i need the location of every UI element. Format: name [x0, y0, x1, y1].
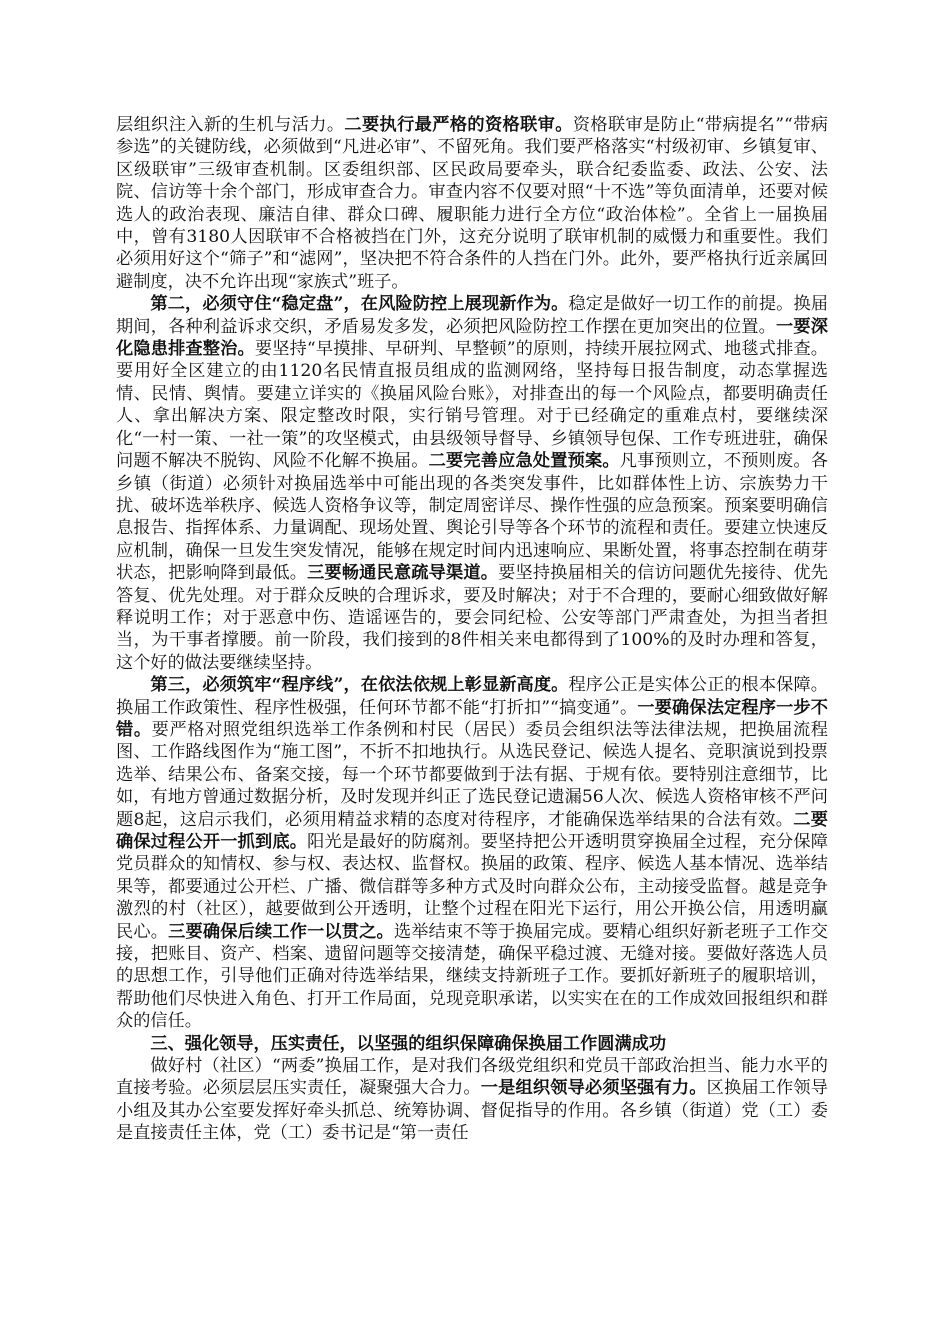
- text-run: 层组织注入新的生机与活力。: [116, 115, 345, 135]
- bold-heading-run: 一要确保法定程序一步不错。: [116, 697, 828, 740]
- text-run: 区换届工作领导小组及其办公室要发挥好牵头抓总、统筹协调、督促指导的作用。各乡镇（街道）党（工）委是直接责任主体，党（工）委书记是“第一责任: [116, 1078, 828, 1144]
- text-run: 阳光是最好的防腐剂。要坚持把公开透明贯穿换届全过程，充分保障党员群众的知情权、参与权、表达权、监督权。换届的政策、程序、候选人基本情况、选举结果等，都要通过公开栏、广播、微信群等多种方式及时向群众公布，主动接受监督。越是竞争激烈的村（社区），越要做到公开透明，让整个过程在阳光下运行，用公开换公信，用透明赢民心。: [116, 832, 828, 942]
- bold-heading-run: 二要确保过程公开一抓到底。: [116, 809, 828, 852]
- text-run: 要严格对照党组织选举工作条例和村民（居民）委员会组织法等法律法规，把换届流程图、工作路线图作为“施工图”，不折不扣地执行。从选民登记、候选人提名、竞职演说到投票选举、结果公布、备案交接，每一个环节都要做到于法有据、于规有依。要特别注意细节，比如，有地方曾通过数据分析，及时发现并纠正了选民登记遗漏56人次、候选人资格审核不严问题8起，这启示我们，必须用精益求精的态度对待程序，才能确保选举结果的合法有效。: [116, 719, 828, 830]
- bold-heading-run: 第三，必须筑牢“程序线”，在依法依规上彰显新高度。: [150, 675, 569, 696]
- section-heading-leadership: [116, 1033, 828, 1055]
- bold-heading-run: 一是组织领导必须坚强有力。: [480, 1078, 707, 1099]
- paragraph-qualification-review: [116, 114, 828, 293]
- text-run: 要坚持“早摸排、早研判、早整顿”的原则，持续开展拉网式、地毯式排查。要用好全区建立的由1120名民情直报员组成的监测网络，坚持每日报告制度，动态掌握选情、民情、舆情。要建立详实的《换届风险台账》，对排查出的每一个风险点，都要明确责任人、拿出解决方案、限定整改时限，实行销号管理。对于已经确定的重难点村，要继续深化“一村一策、一社一策”的攻坚模式，由县级领导督导、乡镇领导包保、工作专班进驻，确保问题不解决不脱钩、风险不化解不换届。: [116, 339, 828, 472]
- paragraph-procedure: [116, 674, 828, 1033]
- paragraph-stability: [116, 293, 828, 674]
- text-run: 凡事预则立，不预则废。各乡镇（街道）必须针对换届选举中可能出现的各类突发事件，比如群体性上访、宗族势力干扰、破坏选举秩序、候选人资格争议等，制定周密详尽、操作性强的应急预案。预案要明确信息报告、指挥体系、力量调配、现场处置、舆论引导等各个环节的流程和责任。要建立快速反应机制，确保一旦发生突发情况，能够在规定时间内迅速响应、果断处置，将事态控制在萌芽状态，把影响降到最低。: [116, 451, 828, 584]
- text-run: 稳定是做好一切工作的前提。换届期间，各种利益诉求交织，矛盾易发多发，必须把风险防控工作摆在更加突出的位置。: [116, 294, 828, 337]
- document-page: [116, 114, 828, 1145]
- text-run: 资格联审是防止“带病提名”“带病参选”的关键防线，必须做到“凡进必审”、不留死角。我们要严格落实“村级初审、乡镇复审、区级联审”三级审查机制。区委组织部、区民政局要牵头，联合纪委监委、政法、公安、法院、信访等十余个部门，形成审查合力。审查内容不仅要对照“十不选”等负面清单，还要对候选人的政治表现、廉洁自律、群众口碑、履职能力进行全方位“政治体检”。全省上一届换届中，曾有3180人因联审不合格被挡在门外，这充分说明了联审机制的威慑力和重要性。我们必须用好这个“筛子”和“滤网”，坚决把不符合条件的人挡在门外。此外，要严格执行近亲属回避制度，决不允许出现“家族式”班子。: [116, 115, 828, 292]
- text-run: 做好村（社区）“两委”换届工作，是对我们各级党组织和党员干部政治担当、能力水平的直接考验。必须层层压实责任，凝聚强大合力。: [116, 1056, 828, 1099]
- bold-heading-run: 二要完善应急处置预案。: [428, 451, 620, 472]
- text-run: 选举结束不等于换届完成。要精心组织好新老班子工作交接，把账目、资产、档案、遗留问题等交接清楚，确保平稳过渡、无缝对接。要做好落选人员的思想工作，引导他们正确对待选举结果，继续支持新班子工作。要抓好新班子的履职培训，帮助他们尽快进入角色、打开工作局面，兑现竞职承诺，以实实在在的工作成效回报组织和群众的信任。: [116, 921, 828, 1032]
- bold-heading-run: 三要确保后续工作一以贯之。: [168, 921, 394, 942]
- bold-heading-run: 三要畅通民意疏导渠道。: [307, 563, 499, 584]
- text-run: 程序公正是实体公正的根本保障。换届工作政策性、程序性极强，任何环节都不能“打折扣”“搞变通”。: [116, 675, 828, 718]
- bold-heading-run: 一要深化隐患排查整治。: [116, 316, 828, 360]
- paragraph-leadership: [116, 1055, 828, 1145]
- bold-heading-run: 二要执行最严格的资格联审。: [344, 115, 573, 135]
- section-heading-text: 三、强化领导，压实责任，以坚强的组织保障确保换届工作圆满成功: [150, 1033, 667, 1054]
- bold-heading-run: 第二，必须守住“稳定盘”，在风险防控上展现新作为。: [150, 294, 569, 315]
- text-run: 要坚持换届相关的信访问题优先接待、优先答复、优先处理。对于群众反映的合理诉求，要及时解决；对于不合理的，要耐心细致做好解释说明工作；对于恶意中伤、造谣诬告的，要会同纪检、公安等部门严肃查处，为担当者担当，为干事者撑腰。前一阶段，我们接到的8件相关来电都得到了100%的及时办理和答复，这个好的做法要继续坚持。: [116, 563, 828, 673]
